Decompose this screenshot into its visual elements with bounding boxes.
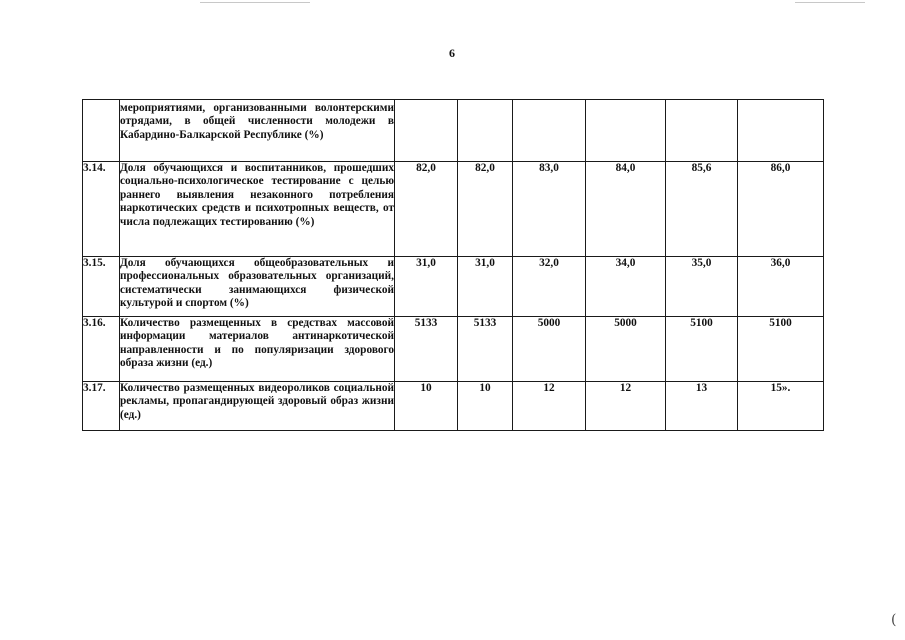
value-cell: 5100 <box>738 317 824 382</box>
row-number: 3.14. <box>83 162 120 257</box>
value-cell <box>586 100 666 162</box>
value-cell <box>666 100 738 162</box>
value-cell: 31,0 <box>395 257 458 317</box>
value-cell: 31,0 <box>458 257 513 317</box>
value-cell <box>513 100 586 162</box>
value-cell <box>738 100 824 162</box>
row-description: Доля обучающихся и воспитанников, прошедших социально-психологическое тестирование с целью раннего выявления незаконного потребления наркотических средств и психотропных веществ, от числа подлежащих тестированию (%) <box>120 162 395 257</box>
table-row <box>83 162 824 257</box>
value-cell: 5000 <box>586 317 666 382</box>
value-cell: 5133 <box>458 317 513 382</box>
scan-artifact <box>795 2 865 3</box>
value-cell: 36,0 <box>738 257 824 317</box>
value-cell: 15». <box>738 382 824 431</box>
value-cell: 86,0 <box>738 162 824 257</box>
row-number: 3.17. <box>83 382 120 431</box>
value-cell: 5000 <box>513 317 586 382</box>
table-row <box>83 317 824 382</box>
value-cell: 35,0 <box>666 257 738 317</box>
row-description: Количество размещенных видеороликов социальной рекламы, пропагандирующей здоровый образ жизни (ед.) <box>120 382 395 431</box>
value-cell: 5100 <box>666 317 738 382</box>
row-number <box>83 100 120 162</box>
value-cell: 12 <box>586 382 666 431</box>
row-description: мероприятиями, организованными волонтерскими отрядами, в общей численности молодежи в Кабардино-Балкарской Республике (%) <box>120 100 395 162</box>
value-cell: 85,6 <box>666 162 738 257</box>
value-cell: 83,0 <box>513 162 586 257</box>
value-cell: 32,0 <box>513 257 586 317</box>
table-row <box>83 382 824 431</box>
page-number: 6 <box>449 46 455 60</box>
value-cell: 10 <box>458 382 513 431</box>
value-cell: 82,0 <box>458 162 513 257</box>
row-number: 3.15. <box>83 257 120 317</box>
row-description: Доля обучающихся общеобразовательных и профессиональных образовательных организаций, систематически занимающихся физической культурой и спортом (%) <box>120 257 395 317</box>
value-cell: 84,0 <box>586 162 666 257</box>
value-cell: 10 <box>395 382 458 431</box>
table-row <box>83 257 824 317</box>
value-cell: 5133 <box>395 317 458 382</box>
scan-bracket-mark: ( <box>891 612 897 628</box>
value-cell: 82,0 <box>395 162 458 257</box>
value-cell <box>395 100 458 162</box>
value-cell <box>458 100 513 162</box>
value-cell: 13 <box>666 382 738 431</box>
indicators-table <box>82 99 824 431</box>
table-row <box>83 100 824 162</box>
scan-artifact <box>200 2 310 3</box>
row-number: 3.16. <box>83 317 120 382</box>
value-cell: 12 <box>513 382 586 431</box>
row-description: Количество размещенных в средствах массовой информации материалов антинаркотической направленности и по популяризации здорового образа жизни (ед.) <box>120 317 395 382</box>
value-cell: 34,0 <box>586 257 666 317</box>
